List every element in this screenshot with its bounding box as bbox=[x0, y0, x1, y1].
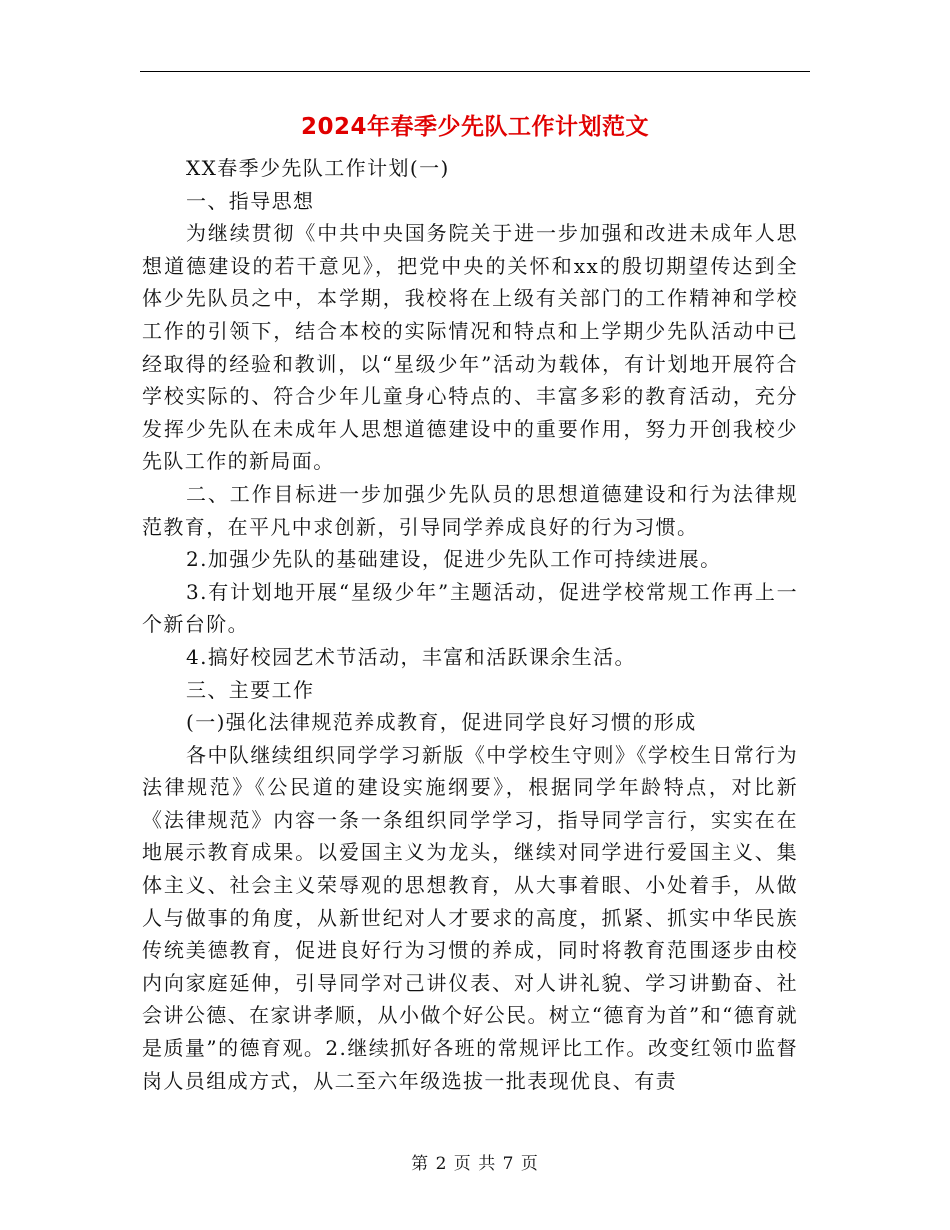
document-title: 2024年春季少先队工作计划范文 bbox=[300, 114, 649, 140]
subsection-heading-1: (一)强化法律规范养成教育，促进同学良好习惯的形成 bbox=[186, 710, 697, 735]
page-footer: 第 2 页 共 7 页 bbox=[411, 1154, 539, 1174]
section-heading-main-work: 三、主要工作 bbox=[186, 677, 315, 702]
header-rule bbox=[140, 71, 810, 72]
document-body bbox=[142, 152, 798, 1097]
goal-item-2: 2.加强少先队的基础建设，促进少先队工作可持续进展。 bbox=[186, 547, 722, 572]
goal-item-3: 3.有计划地开展“星级少年”主题活动，促进学校常规工作再上一个新台阶。 bbox=[142, 579, 798, 637]
paragraph-work-goals: 二、工作目标进一步加强少先队员的思想道德建设和行为法律规范教育，在平凡中求创新，引导同学养成良好的行为习惯。 bbox=[142, 481, 798, 539]
plan-heading: XX春季少先队工作计划(一) bbox=[186, 156, 450, 180]
paragraph-main-work: 各中队继续组织同学学习新版《中学校生守则》《学校生日常行为法律规范》《公民道的建设实施纲要》，根据同学年龄特点，对比新《法律规范》内容一条一条组织同学学习，指导同学言行，实实在在地展示教育成果。以爱国主义为龙头，继续对同学进行爱国主义、集体主义、社会主义荣辱观的思想教育，从大事着眼、小处着手，从做人与做事的角度，从新世纪对人才要求的高度，抓紧、抓实中华民族传统美德教育，促进良好行为习惯的养成，同时将教育范围逐步由校内向家庭延伸，引导同学对己讲仪表、对人讲礼貌、学习讲勤奋、社会讲公德、在家讲孝顺，从小做个好公民。树立“德育为首”和“德育就是质量”的德育观。2.继续抓好各班的常规评比工作。改变红领巾监督岗人员组成方式，从二至六年级选拔一批表现优良、有责 bbox=[142, 742, 798, 1093]
section-heading-guiding-ideology: 一、指导思想 bbox=[186, 188, 315, 213]
paragraph-guiding-ideology: 为继续贯彻《中共中央国务院关于进一步加强和改进未成年人思想道德建设的若干意见》，把党中央的关怀和xx的殷切期望传达到全体少先队员之中，本学期，我校将在上级有关部门的工作精神和学校工作的引领下，结合本校的实际情况和特点和上学期少先队活动中已经取得的经验和教训，以“星级少年”活动为载体，有计划地开展符合学校实际的、符合少年儿童身心特点的、丰富多彩的教育活动，充分发挥少先队在未成年人思想道德建设中的重要作用，努力开创我校少先队工作的新局面。 bbox=[142, 221, 798, 474]
goal-item-4: 4.搞好校园艺术节活动，丰富和活跃课余生活。 bbox=[186, 644, 636, 669]
